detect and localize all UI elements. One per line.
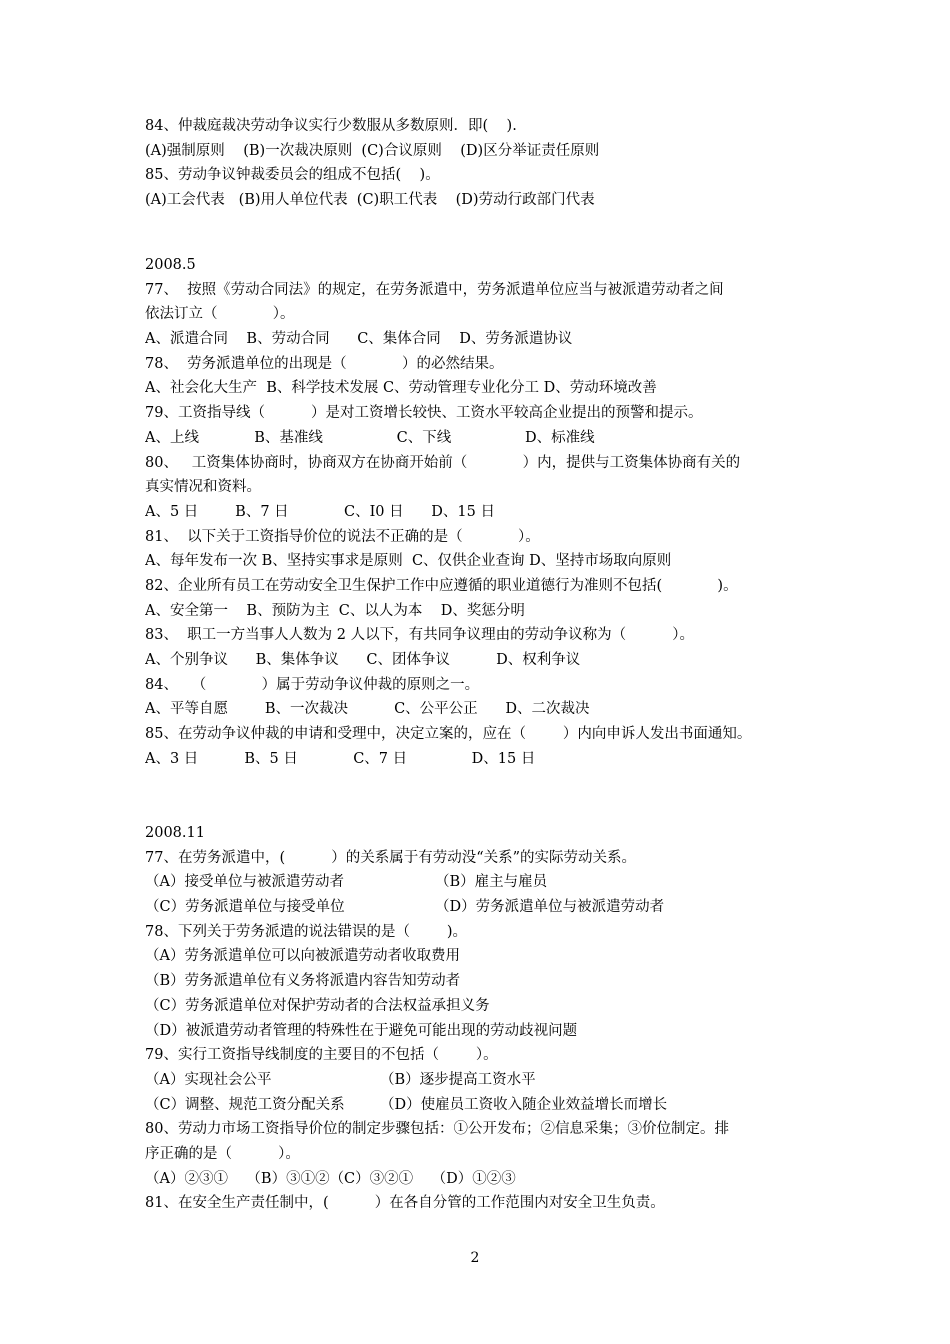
text-line: 82、企业所有员工在劳动安全卫生保护工作中应遵循的职业道德行为准则不包括( )。 — [145, 577, 738, 594]
text-line: 80、 工资集体协商时，协商双方在协商开始前（ ）内，提供与工资集体协商有关的 — [145, 454, 741, 471]
option: （D）被派遣劳动者管理的特殊性在于避免可能出现的劳动歧视问题 — [145, 1022, 578, 1039]
option: （A）劳务派遣单位可以向被派遣劳动者收取费用 — [145, 948, 460, 965]
section-2008-11 — [145, 821, 815, 1216]
text-line: A、上线 B、基准线 C、下线 D、标准线 — [145, 429, 595, 446]
question-81: 81、在安全生产责任制中，( ）在各自分管的工作范围内对安全卫生负责。 — [145, 1195, 665, 1212]
text-line: 79、工资指导线（ ）是对工资增长较快、工资水平较高企业提出的预警和提示。 — [145, 405, 703, 422]
text-line: 84、 （ ）属于劳动争议仲裁的原则之一。 — [145, 676, 480, 693]
option: （C）调整、规范工资分配关系 — [145, 1096, 345, 1113]
options-row — [145, 1068, 815, 1093]
question-79: 79、实行工资指导线制度的主要目的不包括（ ）。 — [145, 1047, 498, 1064]
options-line: （A）②③① （B）③①②（C）③②① （D）①②③ — [145, 1170, 516, 1187]
text-line: 真实情况和资料。 — [145, 479, 261, 496]
option: （B）雇主与雇员 — [435, 874, 548, 891]
question-77: 77、在劳务派遣中，( ）的关系属于有劳动没“关系”的实际劳动关系。 — [145, 849, 637, 866]
text-line: 83、 职工一方当事人人数为 2 人以下，有共同争议理由的劳动争议称为（ ）。 — [145, 627, 694, 644]
text-line: 依法订立（ ）。 — [145, 306, 295, 323]
question-78: 78、下列关于劳务派遣的说法错误的是（ )。 — [145, 923, 467, 940]
option: （C）劳务派遣单位与接受单位 — [145, 899, 345, 916]
question-80: 80、劳动力市场工资指导价位的制定步骤包括：①公开发布；②信息采集；③价位制定。排 — [145, 1121, 729, 1138]
text-line: A、每年发布一次 B、坚持实事求是原则 C、仅供企业查询 D、坚持市场取向原则 — [145, 553, 672, 570]
text-line: A、社会化大生产 B、科学技术发展 C、劳动管理专业化分工 D、劳动环境改善 — [145, 380, 657, 397]
text-line: A、5 日 B、7 日 C、I0 日 D、15 日 — [145, 503, 495, 520]
options-row — [145, 870, 815, 895]
questions-top-block — [145, 114, 815, 213]
question-line: 85、劳动争议钟裁委员会的组成不包括( )。 — [145, 167, 440, 184]
text-line: 81、 以下关于工资指导价位的说法不正确的是（ ）。 — [145, 528, 540, 545]
option: （B）逐步提高工资水平 — [380, 1071, 536, 1088]
text-line: 77、 按照《劳动合同法》的规定，在劳务派遣中，劳务派遣单位应当与被派遣劳动者之间 — [145, 281, 724, 298]
text-line: A、平等自愿 B、一次裁决 C、公平公正 D、二次裁决 — [145, 701, 590, 718]
text-line: A、3 日 B、5 日 C、7 日 D、15 日 — [145, 750, 536, 767]
option: （D）劳务派遣单位与被派遣劳动者 — [435, 899, 665, 916]
option: （D）使雇员工资收入随企业效益增长而增长 — [380, 1096, 668, 1113]
text-line: A、个别争议 B、集体争议 C、团体争议 D、权利争议 — [145, 652, 581, 668]
section-year-heading: 2008.11 — [145, 825, 205, 841]
question-line: 84、仲裁庭裁决劳动争议实行少数服从多数原则．即( ). — [145, 118, 517, 134]
options-row — [145, 1093, 815, 1118]
text-line: 78、 劳务派遣单位的出现是（ ）的必然结果。 — [145, 355, 504, 372]
options-row — [145, 895, 815, 920]
option: （B）劳务派遣单位有义务将派遣内容告知劳动者 — [145, 973, 461, 990]
question-80-continued: 序正确的是（ ）。 — [145, 1145, 300, 1162]
options-line: (A)强制原则 (B)一次裁决原则 (C)合议原则 (D)区分举证责任原则 — [145, 142, 600, 159]
option: （C）劳务派遣单位对保护劳动者的合法权益承担义务 — [145, 997, 490, 1014]
section-2008-5 — [145, 253, 815, 771]
section-year-heading: 2008.5 — [145, 257, 196, 273]
option: （A）实现社会公平 — [145, 1071, 272, 1088]
options-line: (A)工会代表 (B)用人单位代表 (C)职工代表 (D)劳动行政部门代表 — [145, 192, 595, 209]
text-line: A、派遣合同 B、劳动合同 C、集体合同 D、劳务派遣协议 — [145, 331, 573, 348]
option: （A）接受单位与被派遣劳动者 — [145, 874, 344, 891]
page-number: 2 — [470, 1250, 480, 1266]
text-line: A、安全第一 B、预防为主 C、以人为本 D、奖惩分明 — [145, 602, 525, 619]
text-line: 85、在劳动争议仲裁的申请和受理中，决定立案的，应在（ ）内向申诉人发出书面通知。 — [145, 726, 752, 743]
